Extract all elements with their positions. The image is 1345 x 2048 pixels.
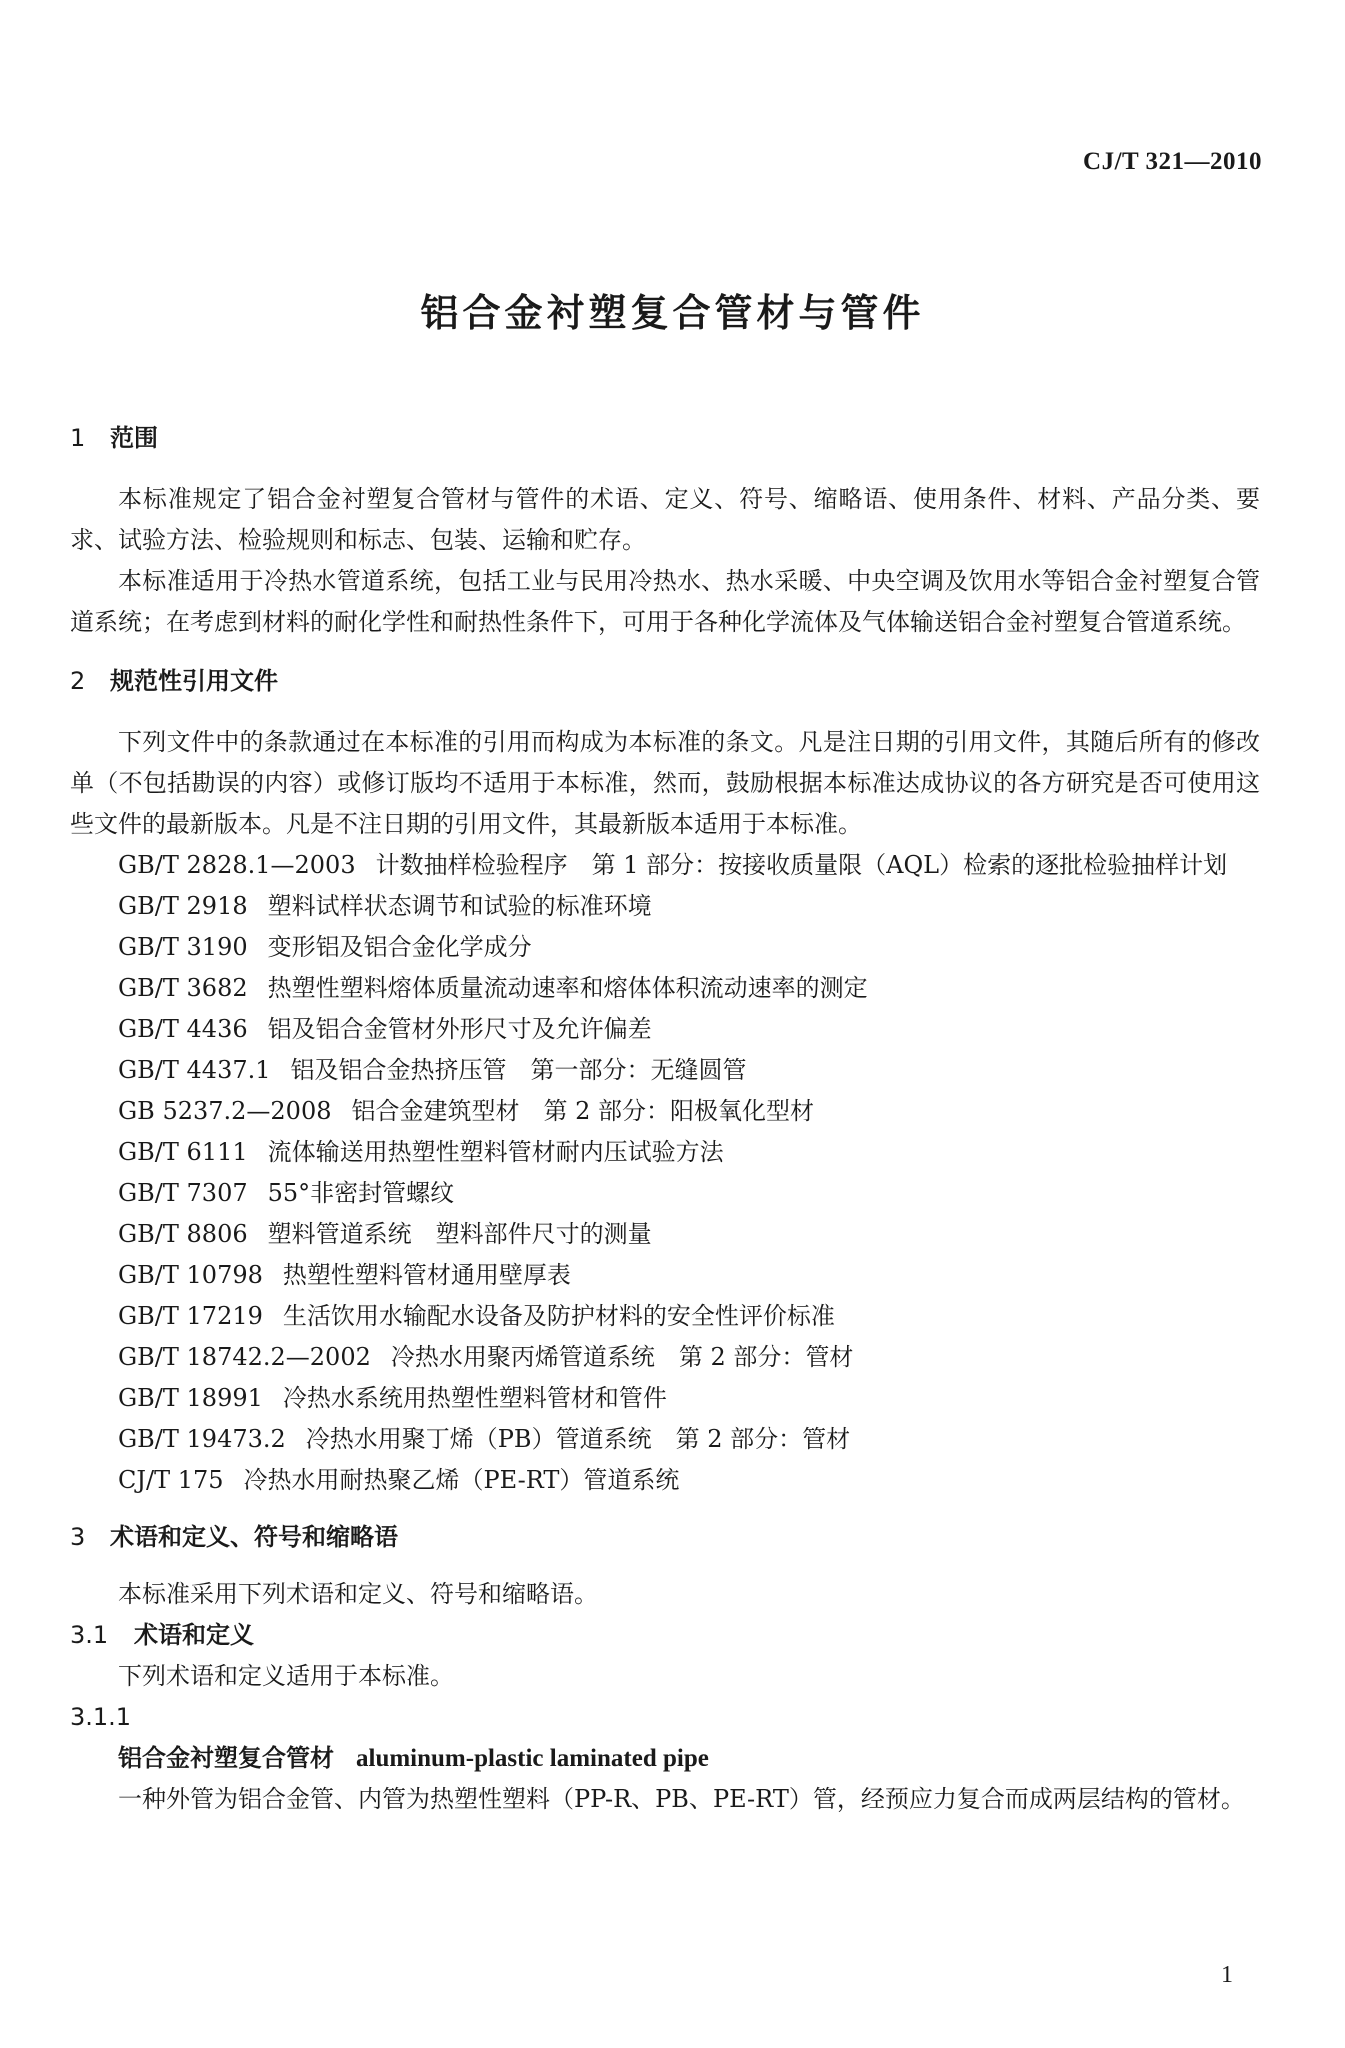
reference-title: 热塑性塑料管材通用壁厚表 — [282, 1261, 571, 1289]
reference-code: GB/T 4437.1 — [118, 1056, 271, 1084]
reference-item — [70, 1091, 1260, 1132]
reference-title: 生活饮用水输配水设备及防护材料的安全性评价标准 — [282, 1302, 835, 1330]
reference-item — [70, 1460, 1260, 1501]
reference-title: 热塑性塑料熔体质量流动速率和熔体体积流动速率的测定 — [267, 974, 868, 1002]
standard-code: CJ/T 321—2010 — [1083, 148, 1262, 175]
reference-title: 冷热水用耐热聚乙烯（PE-RT）管道系统 — [243, 1466, 680, 1494]
reference-code: GB/T 2918 — [118, 892, 248, 920]
term-definition: 一种外管为铝合金管、内管为热塑性塑料（PP-R、PB、PE-RT）管，经预应力复合而成两层结构的管材。 — [118, 1785, 1245, 1813]
term-entry — [70, 1738, 1260, 1779]
reference-item — [70, 968, 1260, 1009]
reference-title: 铝合金建筑型材 第 2 部分：阳极氧化型材 — [351, 1097, 815, 1125]
page-number: 1 — [1221, 1962, 1233, 1988]
reference-item — [70, 1214, 1260, 1255]
section-title: 术语和定义、符号和缩略语 — [110, 1523, 398, 1551]
reference-item — [70, 1255, 1260, 1296]
subsection-intro: 下列术语和定义适用于本标准。 — [118, 1662, 454, 1690]
reference-item — [70, 1173, 1260, 1214]
reference-item — [70, 1337, 1260, 1378]
reference-item — [70, 1378, 1260, 1419]
document-title: 铝合金衬塑复合管材与管件 — [420, 291, 925, 335]
subsection-number: 3.1 — [70, 1621, 109, 1649]
reference-item — [70, 927, 1260, 968]
reference-code: GB/T 4436 — [118, 1015, 248, 1043]
reference-code: GB/T 18742.2—2002 — [118, 1343, 371, 1371]
reference-item — [70, 1132, 1260, 1173]
section-number: 3 — [70, 1523, 86, 1551]
reference-code: GB/T 8806 — [118, 1220, 248, 1248]
scope-paragraph: 本标准规定了铝合金衬塑复合管材与管件的术语、定义、符号、缩略语、使用条件、材料、产品分类、要求、试验方法、检验规则和标志、包装、运输和贮存。 — [70, 485, 1260, 554]
reference-code: GB/T 17219 — [118, 1302, 263, 1330]
reference-item — [70, 1050, 1260, 1091]
reference-title: 55°非密封管螺纹 — [267, 1179, 455, 1207]
reference-title: 流体输送用热塑性塑料管材耐内压试验方法 — [267, 1138, 724, 1166]
subsection-title: 术语和定义 — [134, 1621, 254, 1649]
section-title: 范围 — [110, 424, 158, 452]
term-english: aluminum-plastic laminated pipe — [356, 1745, 709, 1772]
reference-code: GB/T 19473.2 — [118, 1425, 286, 1453]
section-terms-heading — [70, 1517, 1260, 1558]
reference-code: GB/T 18991 — [118, 1384, 263, 1412]
reference-item — [70, 1296, 1260, 1337]
reference-code: GB/T 6111 — [118, 1138, 248, 1166]
reference-code: GB/T 10798 — [118, 1261, 263, 1289]
document-body — [70, 418, 1260, 1820]
reference-title: 冷热水用聚丁烯（PB）管道系统 第 2 部分：管材 — [305, 1425, 851, 1453]
section-scope-heading — [70, 418, 1260, 459]
reference-title: 铝及铝合金管材外形尺寸及允许偏差 — [267, 1015, 652, 1043]
reference-code: GB/T 3682 — [118, 974, 248, 1002]
reference-title: 冷热水用聚丙烯管道系统 第 2 部分：管材 — [390, 1343, 854, 1371]
reference-item — [70, 1009, 1260, 1050]
reference-item — [70, 845, 1260, 886]
reference-title: 计数抽样检验程序 第 1 部分：按接收质量限（AQL）检索的逐批检验抽样计划 — [375, 851, 1228, 879]
reference-title: 塑料管道系统 塑料部件尺寸的测量 — [267, 1220, 652, 1248]
subsection-heading — [70, 1615, 1260, 1656]
reference-list — [70, 845, 1260, 1501]
reference-title: 塑料试样状态调节和试验的标准环境 — [267, 892, 652, 920]
reference-title: 冷热水系统用热塑性塑料管材和管件 — [282, 1384, 667, 1412]
reference-title: 铝及铝合金热挤压管 第一部分：无缝圆管 — [290, 1056, 747, 1084]
term-number: 3.1.1 — [70, 1703, 132, 1731]
scope-paragraph: 本标准适用于冷热水管道系统，包括工业与民用冷热水、热水采暖、中央空调及饮用水等铝合金衬塑复合管道系统；在考虑到材料的耐化学性和耐热性条件下，可用于各种化学流体及气体输送铝合金衬塑复合管道系统。 — [70, 567, 1260, 636]
reference-code: GB/T 7307 — [118, 1179, 248, 1207]
reference-item — [70, 1419, 1260, 1460]
term-chinese: 铝合金衬塑复合管材 — [118, 1744, 334, 1772]
reference-code: GB/T 2828.1—2003 — [118, 851, 356, 879]
reference-code: GB 5237.2—2008 — [118, 1097, 332, 1125]
section-refs-heading — [70, 661, 1260, 702]
section-number: 1 — [70, 424, 86, 452]
reference-code: CJ/T 175 — [118, 1466, 224, 1494]
refs-intro-paragraph: 下列文件中的条款通过在本标准的引用而构成为本标准的条文。凡是注日期的引用文件，其随后所有的修改单（不包括勘误的内容）或修订版均不适用于本标准，然而，鼓励根据本标准达成协议的各方研究是否可使用这些文件的最新版本。凡是不注日期的引用文件，其最新版本适用于本标准。 — [70, 728, 1260, 838]
section-title: 规范性引用文件 — [110, 667, 278, 695]
reference-title: 变形铝及铝合金化学成分 — [267, 933, 532, 961]
reference-item — [70, 886, 1260, 927]
section-number: 2 — [70, 667, 86, 695]
reference-code: GB/T 3190 — [118, 933, 248, 961]
terms-intro-paragraph: 本标准采用下列术语和定义、符号和缩略语。 — [118, 1580, 598, 1608]
